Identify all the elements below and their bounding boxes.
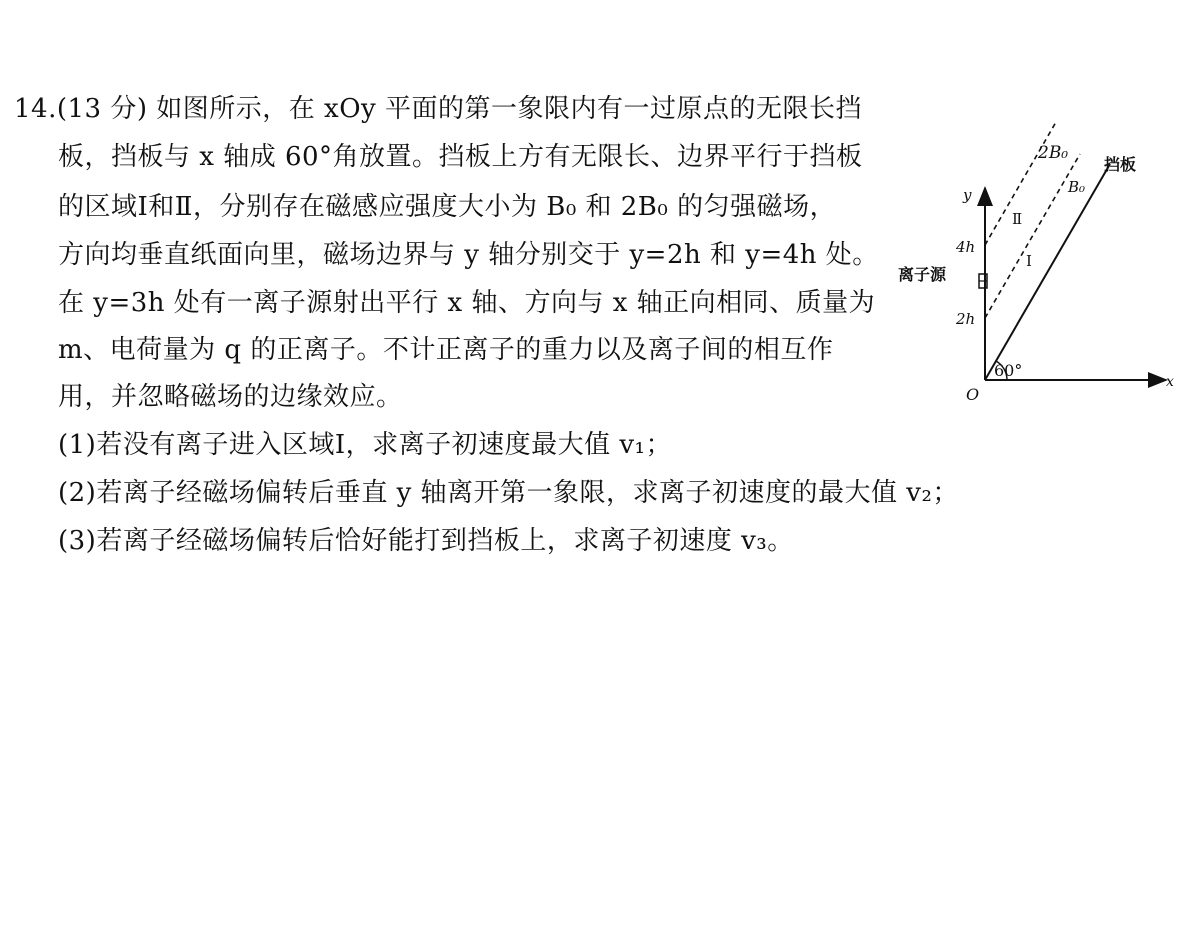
problem-score: (13 分) xyxy=(56,94,148,124)
boundary-2h-line xyxy=(985,154,1080,318)
label-B0: B₀ xyxy=(1068,178,1086,196)
problem-text-1: 如图所示，在 xOy 平面的第一象限内有一过原点的无限长挡 xyxy=(156,94,862,124)
problem-line-3: 的区域Ⅰ和Ⅱ，分别存在磁感应强度大小为 B₀ 和 2B₀ 的匀强磁场， xyxy=(58,192,837,222)
problem-line-7: 用，并忽略磁场的边缘效应。 xyxy=(58,382,403,412)
label-ion-source: 离子源 xyxy=(898,265,947,284)
question-2: (2)若离子经磁场偏转后垂直 y 轴离开第一象限，求离子初速度的最大值 v₂； xyxy=(58,478,959,508)
label-2h: 2h xyxy=(956,310,976,328)
label-region-2: Ⅱ xyxy=(1012,210,1023,228)
question-3: (3)若离子经磁场偏转后恰好能打到挡板上，求离子初速度 v₃。 xyxy=(58,526,794,556)
label-4h: 4h xyxy=(956,238,976,256)
label-O: O xyxy=(966,385,980,404)
problem-line-1 xyxy=(14,92,862,126)
problem-line-2: 板，挡板与 x 轴成 60°角放置。挡板上方有无限长、边界平行于挡板 xyxy=(58,142,863,172)
label-x: x xyxy=(1166,374,1174,390)
problem-line-6: m、电荷量为 q 的正离子。不计正离子的重力以及离子间的相互作 xyxy=(58,335,834,365)
label-y: y xyxy=(963,186,972,204)
label-2B0: 2B₀ xyxy=(1038,143,1069,163)
label-baffle: 挡板 xyxy=(1104,155,1137,174)
baffle-line xyxy=(985,164,1110,380)
label-angle-60: 60° xyxy=(994,361,1023,380)
magnetic-field-diagram xyxy=(890,118,1190,418)
problem-line-4: 方向均垂直纸面向里，磁场边界与 y 轴分别交于 y=2h 和 y=4h 处。 xyxy=(58,240,879,270)
problem-number: 14. xyxy=(14,94,57,124)
label-region-1: Ⅰ xyxy=(1026,252,1032,270)
question-1: (1)若没有离子进入区域Ⅰ，求离子初速度最大值 v₁； xyxy=(58,430,672,460)
problem-line-5: 在 y=3h 处有一离子源射出平行 x 轴、方向与 x 轴正向相同、质量为 xyxy=(58,288,876,318)
